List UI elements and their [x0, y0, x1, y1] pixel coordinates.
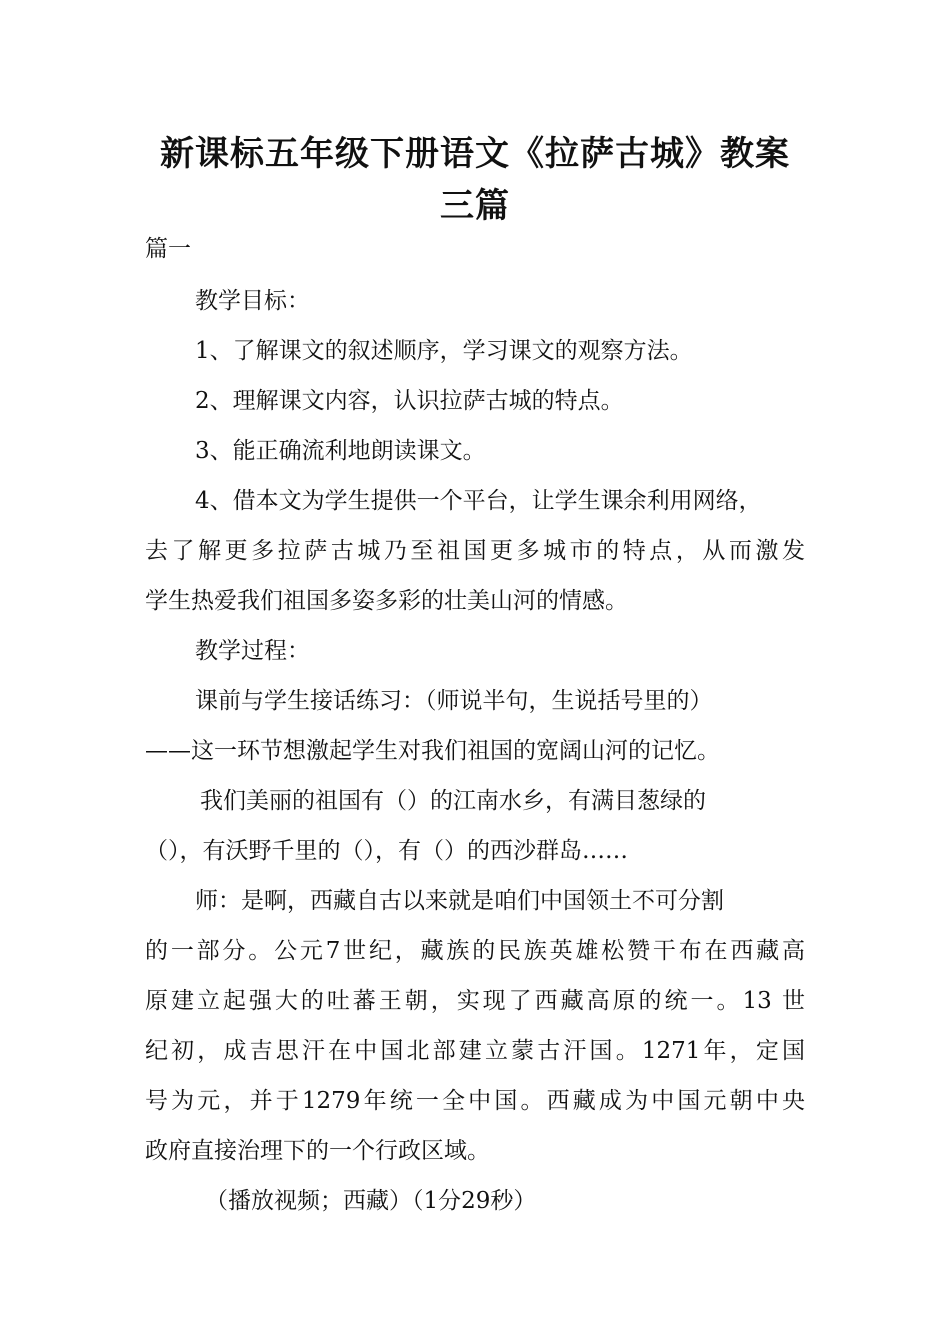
paragraph-line: 号为元，并于1279年统一全中国。西藏成为中国元朝中央 — [145, 1088, 805, 1114]
subheading-objectives: 教学目标： — [195, 288, 310, 314]
section-heading: 篇一 — [145, 236, 191, 262]
paragraph-line: 去了解更多拉萨古城乃至祖国更多城市的特点，从而激发 — [145, 538, 805, 564]
paragraph-line: （播放视频；西藏）（1分29秒） — [205, 1188, 537, 1214]
paragraph-line: （），有沃野千里的（），有（）的西沙群岛…… — [145, 838, 628, 864]
objective-item: 3、能正确流利地朗读课文。 — [195, 438, 486, 464]
paragraph-line: ——这一环节想激起学生对我们祖国的宽阔山河的记忆。 — [145, 738, 720, 764]
paragraph-line: 我们美丽的祖国有（）的江南水乡，有满目葱绿的 — [200, 788, 706, 814]
paragraph-line: 纪初，成吉思汗在中国北部建立蒙古汗国。1271年，定国 — [145, 1038, 805, 1064]
objective-item: 2、理解课文内容，认识拉萨古城的特点。 — [195, 388, 624, 414]
objective-item: 1、了解课文的叙述顺序，学习课文的观察方法。 — [195, 338, 693, 364]
paragraph-line: 的一部分。公元7世纪，藏族的民族英雄松赞干布在西藏高 — [145, 938, 805, 964]
paragraph-line: 政府直接治理下的一个行政区域。 — [145, 1138, 490, 1164]
subheading-process: 教学过程： — [195, 638, 310, 664]
objective-item: 4、借本文为学生提供一个平台，让学生课余利用网络， — [195, 488, 762, 514]
paragraph-line: 师：是啊，西藏自古以来就是咱们中国领土不可分割 — [195, 888, 724, 914]
document-title-line-2: 三篇 — [440, 186, 510, 226]
paragraph-line: 课前与学生接话练习：（师说半句，生说括号里的） — [195, 688, 713, 714]
document-title-line-1: 新课标五年级下册语文《拉萨古城》教案 — [160, 134, 790, 174]
paragraph-line: 原建立起强大的吐蕃王朝，实现了西藏高原的统一。13 世 — [145, 988, 805, 1014]
paragraph-line: 学生热爱我们祖国多姿多彩的壮美山河的情感。 — [145, 588, 628, 614]
